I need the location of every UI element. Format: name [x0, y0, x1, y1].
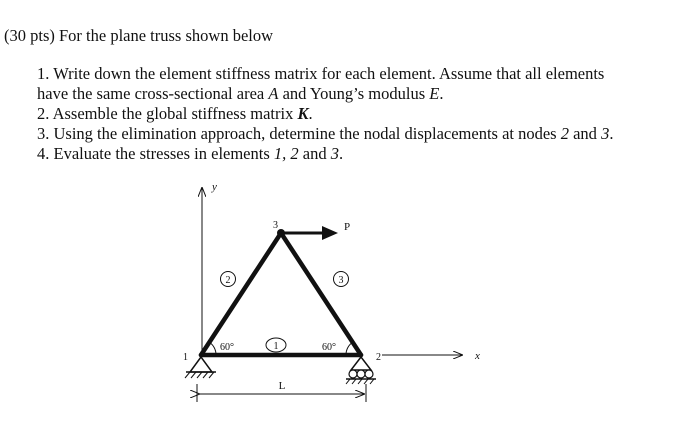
pin-support-node-1 — [185, 357, 216, 378]
element-3-label: 3 — [338, 275, 344, 286]
item-1-line-2: have the same cross-sectional area A and Young’s modulus E. — [37, 84, 444, 103]
problem-header: (30 pts) For the plane truss shown below — [4, 26, 274, 45]
stiffness-matrix-symbol: K — [297, 104, 309, 123]
modulus-symbol: E — [429, 84, 440, 103]
node-3-label: 3 — [273, 220, 278, 231]
angle-left-label: 60° — [220, 342, 234, 353]
item-3: 3. Using the elimination approach, determine the nodal displacements at nodes 2 and 3. — [37, 124, 614, 143]
area-symbol: A — [268, 84, 279, 103]
roller-support-node-2 — [346, 357, 376, 384]
element-2-member — [201, 233, 281, 355]
angle-right-label: 60° — [322, 342, 336, 353]
item-1-line-1: 1. Write down the element stiffness matrix for each element. Assume that all elements — [37, 64, 605, 83]
x-axis-label: x — [475, 350, 480, 362]
element-2-label: 2 — [225, 275, 231, 286]
dimension-length-label: L — [278, 380, 286, 392]
item-2: 2. Assemble the global stiffness matrix K. — [37, 104, 313, 123]
node-2-label: 2 — [376, 352, 381, 363]
y-axis-label: y — [212, 181, 217, 193]
node-1-label: 1 — [183, 352, 188, 363]
element-3-member — [281, 233, 361, 355]
item-4: 4. Evaluate the stresses in elements 1, 2 and 3. — [37, 144, 344, 163]
element-1-label: 1 — [273, 341, 279, 352]
load-p-arrowhead — [322, 226, 338, 240]
load-p-label: P — [344, 221, 351, 233]
